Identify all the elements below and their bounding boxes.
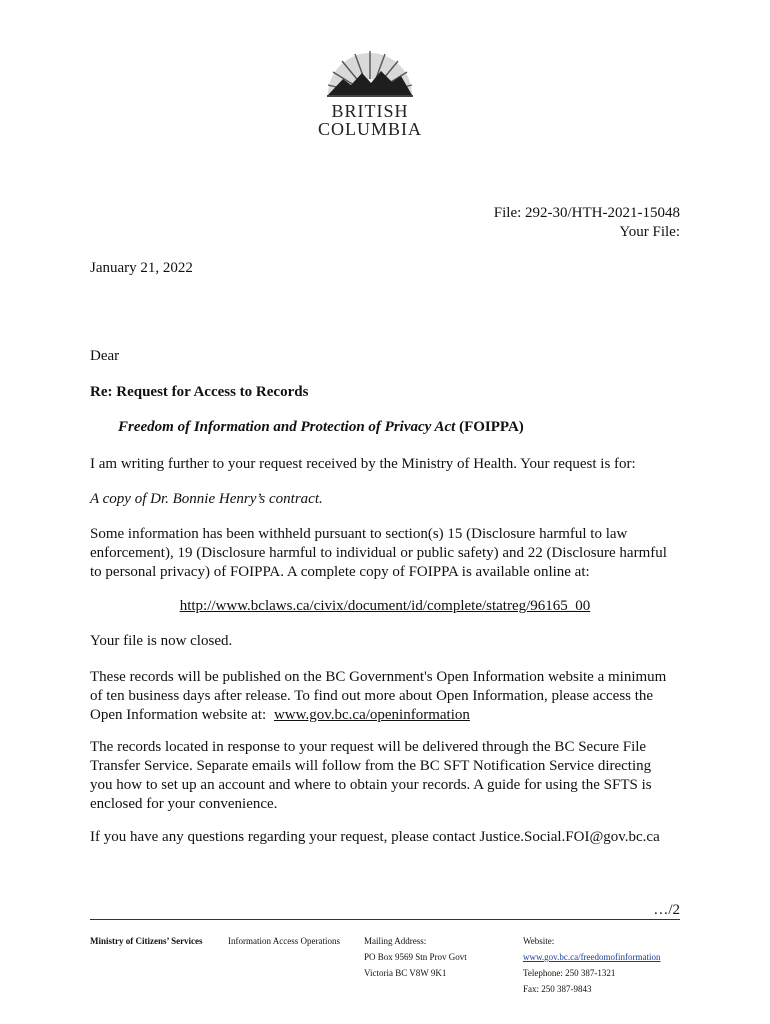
mailing-line: PO Box 9569 Stn Prov Govt xyxy=(364,952,467,962)
your-file: Your File: xyxy=(619,224,680,240)
fax: Fax: 250 387-9843 xyxy=(523,984,592,994)
withheld-paragraph xyxy=(90,525,690,582)
bc-logo xyxy=(315,45,425,145)
file-number: File: 292-30/HTH-2021-15048 xyxy=(493,205,680,221)
footer-branch: Information Access Operations xyxy=(228,936,340,946)
publish-line xyxy=(90,706,690,725)
act-heading xyxy=(118,418,524,437)
withheld-line: to personal privacy) of FOIPPA. A complete copy of FOIPPA is available online at: xyxy=(90,564,590,580)
footer-mailing xyxy=(364,933,467,981)
contact-line: If you have any questions regarding your request, please contact Justice.Social.FOI@gov.bc.ca xyxy=(90,829,660,845)
publish-line-text: Open Information website at: xyxy=(90,707,267,723)
footer-ministry: Ministry of Citizens’ Services xyxy=(90,936,203,946)
delivery-line: The records located in response to your request will be delivered through the BC Secure File xyxy=(90,739,647,755)
website-link[interactable]: www.gov.bc.ca/freedomofinformation xyxy=(523,952,661,962)
footer-divider xyxy=(90,919,680,920)
telephone: Telephone: 250 387-1321 xyxy=(523,968,616,978)
foippa-link-row xyxy=(90,597,680,616)
salutation: Dear xyxy=(90,348,120,364)
publish-line: These records will be published on the BC Government's Open Information website a minimum xyxy=(90,669,667,685)
withheld-line: Some information has been withheld pursuant to section(s) 15 (Disclosure harmful to law xyxy=(90,526,628,542)
foippa-link[interactable]: http://www.bclaws.ca/civix/document/id/complete/statreg/96165_00 xyxy=(179,598,591,614)
bc-sun-mountains-icon xyxy=(315,45,425,101)
request-text: A copy of Dr. Bonnie Henry’s contract. xyxy=(90,491,323,507)
logo-line-columbia: COLUMBIA xyxy=(317,119,422,139)
delivery-line: you how to set up an account and where to obtain your records. A guide for using the SFTS is xyxy=(90,777,652,793)
mailing-line: Victoria BC V8W 9K1 xyxy=(364,968,447,978)
letter-date: January 21, 2022 xyxy=(90,260,193,276)
act-abbrev: (FOIPPA) xyxy=(459,419,524,435)
logo-line-british: BRITISH xyxy=(331,101,409,121)
withheld-line: enforcement), 19 (Disclosure harmful to individual or public safety) and 22 (Disclosure harmful xyxy=(90,545,667,561)
footer-contact xyxy=(523,933,661,997)
re-line: Re: Request for Access to Records xyxy=(90,384,309,400)
delivery-line: Transfer Service. Separate emails will follow from the BC SFT Notification Service directing xyxy=(90,758,652,774)
open-information-link[interactable]: www.gov.bc.ca/openinformation xyxy=(273,707,470,723)
delivery-paragraph xyxy=(90,738,690,814)
delivery-line: enclosed for your convenience. xyxy=(90,796,278,812)
file-closed: Your file is now closed. xyxy=(90,633,233,649)
publish-paragraph xyxy=(90,668,690,725)
website-label: Website: xyxy=(523,936,555,946)
request-paragraph: I am writing further to your request received by the Ministry of Health. Your request is for: xyxy=(90,456,636,472)
publish-line: of ten business days after release. To find out more about Open Information, please access the xyxy=(90,688,654,704)
mailing-label: Mailing Address: xyxy=(364,936,427,946)
act-title: Freedom of Information and Protection of Privacy Act xyxy=(118,419,456,435)
page-continuation: …/2 xyxy=(653,902,680,918)
